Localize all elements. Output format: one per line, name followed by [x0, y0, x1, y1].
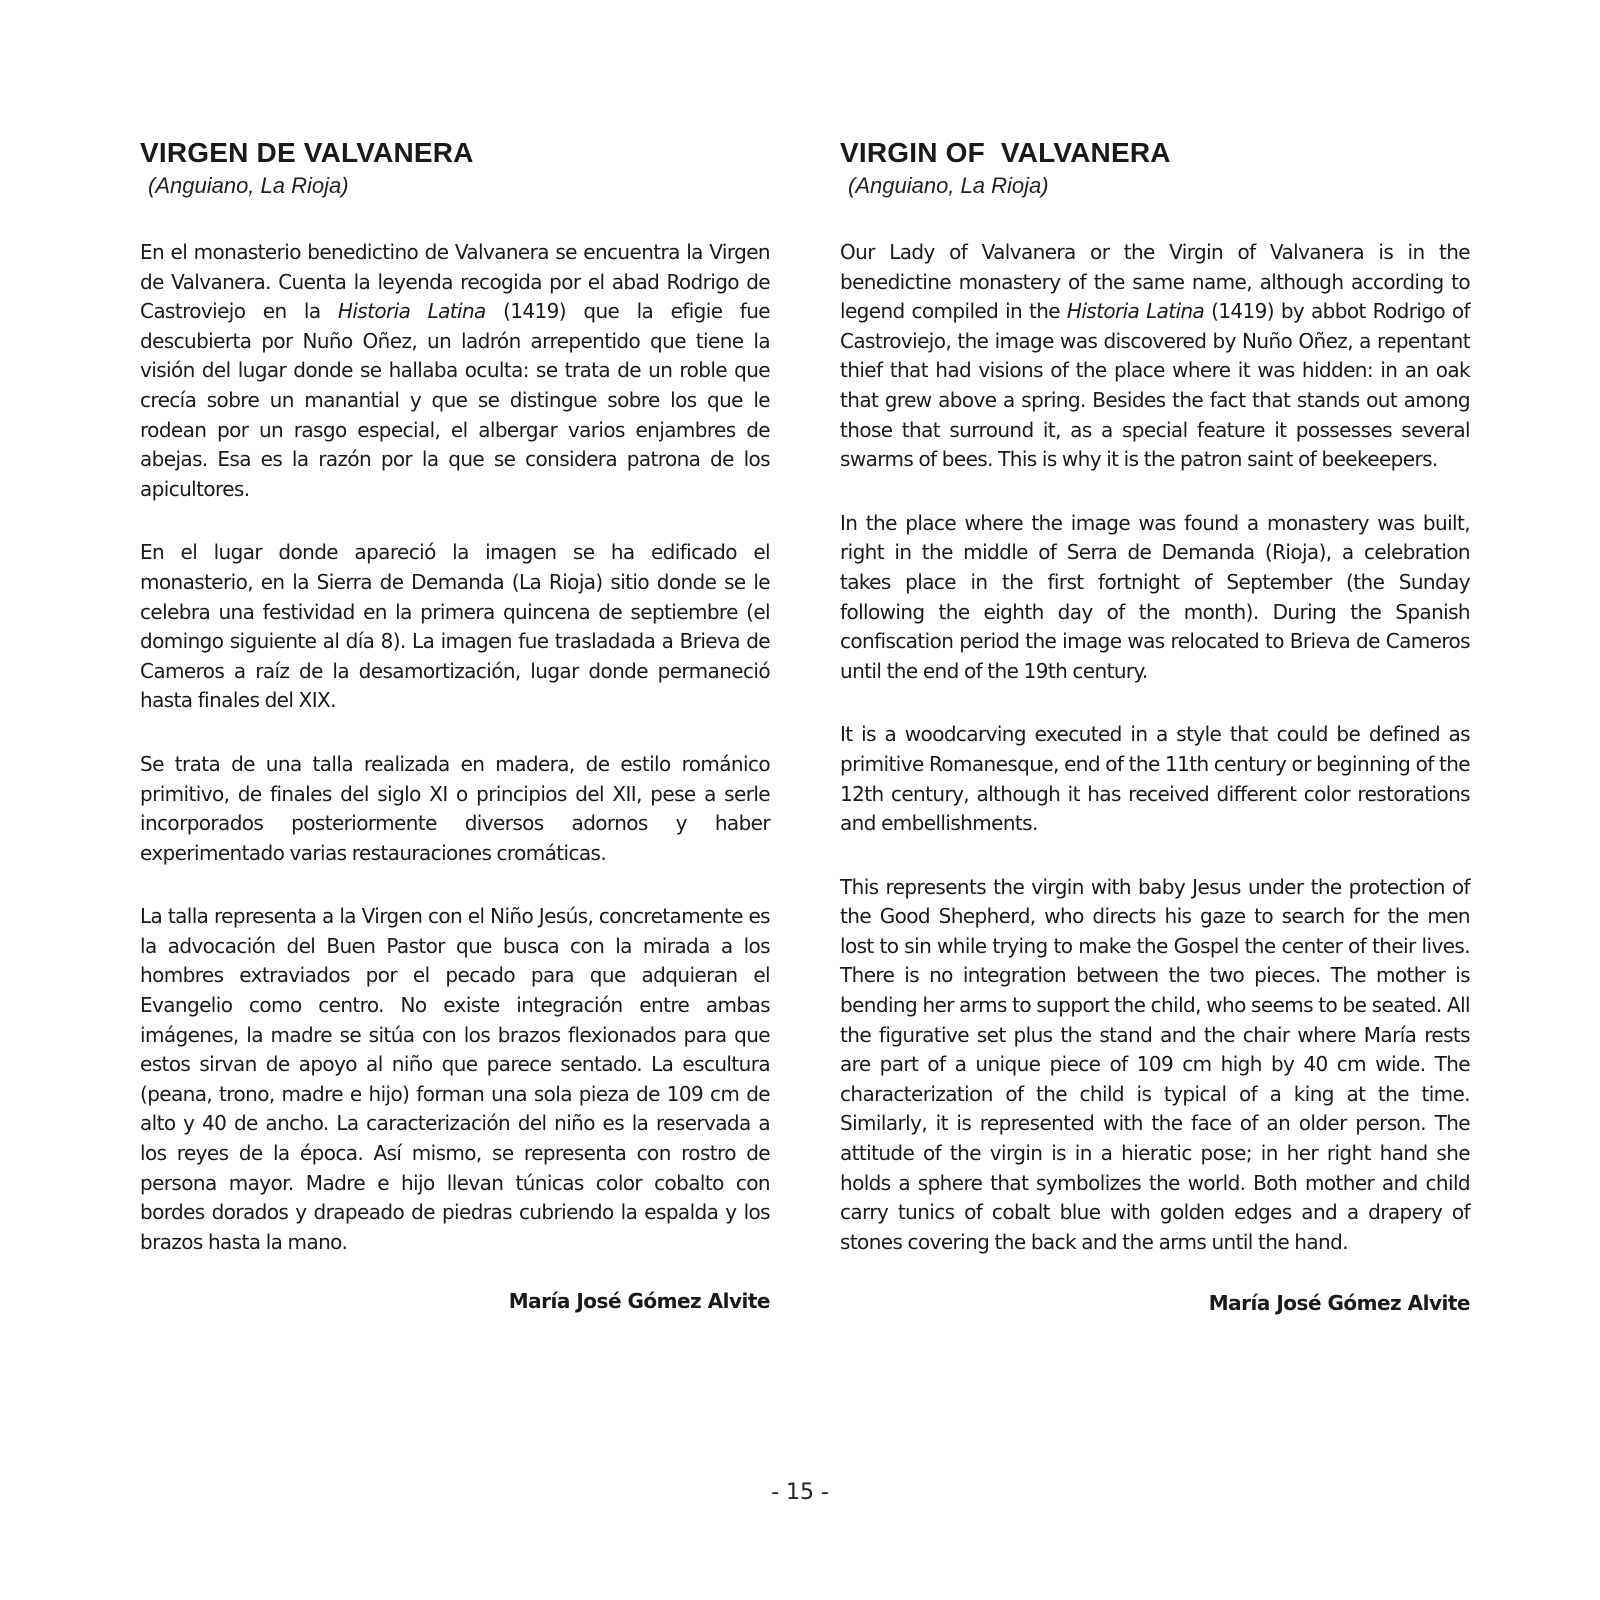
english-body: [840, 238, 1470, 1257]
spanish-paragraph-1-italic: Historia Latina: [337, 299, 486, 324]
spanish-paragraph-1: [140, 238, 770, 504]
english-title: VIRGIN OF VALVANERA: [840, 137, 1171, 168]
english-paragraph-3: It is a woodcarving executed in a style that could be defined as primitive Romanesque, end of the 11th century or beginning of the 12th century, although it has received different color restorations and embellishments.: [840, 722, 1470, 836]
page-number: - 15 -: [771, 1480, 829, 1505]
english-paragraph-4: This represents the virgin with baby Jesus under the protection of the Good Shepherd, who directs his gaze to search for the men lost to sin while trying to make the Gospel the center of their lives. There is no integration between the two pieces. The mother is bending her arms to support the child, who seems to be seated. All the figurative set plus the stand and the chair where María rests are part of a unique piece of 109 cm high by 40 cm wide. The characterization of the child is typical of a king at the time. Similarly, it is represented with the face of an older person. The attitude of the virgin is in a hieratic pose; in her right hand she holds a sphere that symbolizes the world. Both mother and child carry tunics of cobalt blue with golden edges and a drapery of stones covering the back and the arms until the hand.: [840, 874, 1470, 1254]
english-paragraph-1-text-b: (1419) by abbot Rodrigo of Castroviejo, the image was discovered by Nuño Oñez, a repentant thief that had visions of the place where it was hidden: in an oak that grew above a spring. Besides the fact that stands out among those that surround it, as a special feature it possesses several swarms of bees. This is why it is the patron saint of beekeepers.: [840, 299, 1470, 472]
spanish-subtitle: (Anguiano, La Rioja): [148, 173, 349, 198]
spanish-column: [140, 136, 770, 1313]
spanish-paragraph-3: Se trata de una talla realizada en madera, de estilo románico primitivo, de finales del siglo XI o principios del XII, pese a serle incorporados posteriormente diversos adornos y haber experimentado varias restauraciones cromáticas.: [140, 751, 770, 865]
english-paragraph-2: In the place where the image was found a monastery was built, right in the middle of Serra de Demanda (Rioja), a celebration takes place in the first fortnight of September (the Sunday following the eighth day of the month). During the Spanish confiscation period the image was relocated to Brieva de Cameros until the end of the 19th century.: [840, 510, 1470, 683]
english-paragraph-1: [840, 238, 1470, 475]
spanish-paragraph-1-text-a: En el monasterio benedictino de Valvanera se encuentra la Virgen de Valvanera. Cuenta la leyenda recogida por el abad Rodrigo de Castroviejo en la: [140, 240, 770, 324]
spanish-paragraph-1-text-b: (1419) que la efigie fue descubierta por Nuño Oñez, un ladrón arrepentido que tiene la visión del lugar donde se hallaba oculta: se trata de un roble que crecía sobre un manantial y que se distingue sobre los que le rodean por un rasgo especial, el albergar varios enjambres de abejas. Esa es la razón por la que se considera patrona de los apicultores.: [140, 299, 771, 501]
english-paragraph-1-italic: Historia Latina: [1066, 299, 1205, 324]
english-paragraph-1-text-a: Our Lady of Valvanera or the Virgin of Valvanera is in the benedictine monastery of the same name, although according to legend compiled in the: [840, 240, 1470, 324]
english-subtitle: (Anguiano, La Rioja): [848, 173, 1049, 198]
spanish-paragraph-2: En el lugar donde apareció la imagen se ha edificado el monasterio, en la Sierra de Demanda (La Rioja) sitio donde se le celebra una festividad en la primera quincena de septiembre (el domingo siguiente al día 8). La imagen fue trasladada a Brieva de Cameros a raíz de la desamortización, lugar donde permaneció hasta finales del XIX.: [140, 540, 770, 713]
spanish-title: VIRGEN DE VALVANERA: [140, 137, 474, 168]
spanish-signature: María José Gómez Alvite: [508, 1289, 770, 1314]
english-column: [840, 136, 1470, 1315]
spanish-paragraph-4: La talla representa a la Virgen con el Niño Jesús, concretamente es la advocación del Buen Pastor que busca con la mirada a los hombres extraviados por el pecado para que adquieran el Evangelio como centro. No existe integración entre ambas imágenes, la madre se sitúa con los brazos flexionados para que estos sirvan de apoyo al niño que parece sentado. La escultura (peana, trono, madre e hijo) forman una sola pieza de 109 cm de alto y 40 de ancho. La caracterización del niño es la reservada a los reyes de la época. Así mismo, se representa con rostro de persona mayor. Madre e hijo llevan túnicas color cobalto con bordes dorados y drapeado de piedras cubriendo la espalda y los brazos hasta la mano.: [140, 904, 770, 1254]
english-signature: María José Gómez Alvite: [1208, 1291, 1470, 1316]
spanish-body: [140, 238, 770, 1257]
